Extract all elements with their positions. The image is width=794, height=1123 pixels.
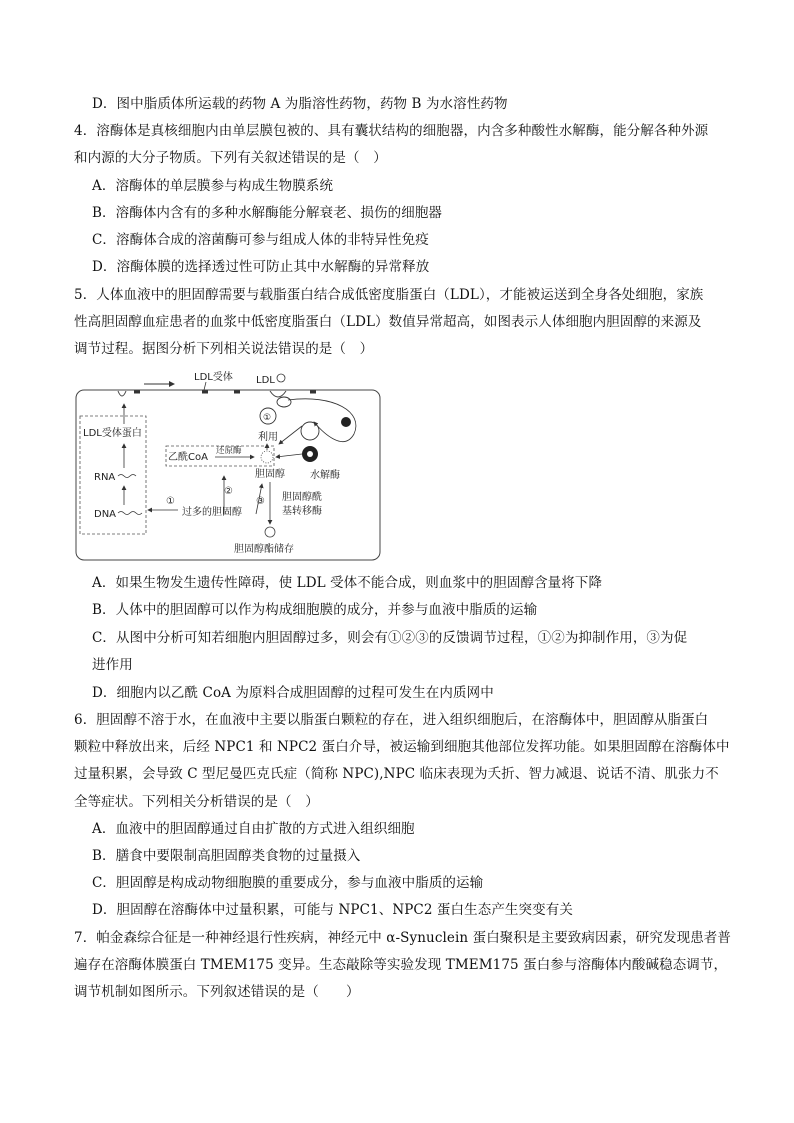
q5-option-b: B．人体中的胆固醇可以作为构成细胞膜的成分，并参与血液中脂质的运输 bbox=[92, 602, 538, 618]
acetyl-coa-label: 乙酰CoA bbox=[168, 452, 208, 463]
q4-stem-line-2: 和内源的大分子物质。下列有关叙述错误的是（ ） bbox=[74, 150, 387, 166]
q4-option-c: C．溶酶体合成的溶菌酶可参与组成人体的非特异性免疫 bbox=[92, 232, 429, 248]
ldl-label: LDL bbox=[256, 375, 275, 386]
ester-droplet bbox=[265, 527, 275, 537]
q4-option-a: A．溶酶体的单层膜参与构成生物膜系统 bbox=[92, 178, 334, 194]
q5-stem-line-2: 性高胆固醇血症患者的血浆中低密度脂蛋白（LDL）数值异常超高，如图表示人体细胞内胆固醇的来源及 bbox=[74, 314, 702, 330]
ldl-receptor-label: LDL受体 bbox=[194, 372, 233, 383]
q4-option-d: D．溶酶体膜的选择透过性可防止其中水解酶的异常释放 bbox=[92, 259, 430, 275]
membrane-pit bbox=[118, 391, 126, 396]
dna-label: DNA bbox=[94, 509, 117, 520]
q6-option-b: B．膳食中要限制高胆固醇类食物的过量摄入 bbox=[92, 848, 361, 864]
q7-stem-line-1: 7．帕金森综合征是一种神经退行性疾病，神经元中 α-Synuclein 蛋白聚积是主要致病因素，研究发现患者普 bbox=[74, 930, 731, 946]
q6-stem-line-2: 颗粒中释放出来，后经 NPC1 和 NPC2 蛋白介导，被运输到细胞其他部位发挥功能。如果胆固醇在溶酶体中 bbox=[74, 739, 730, 755]
q4-stem-line-1: 4．溶酶体是真核细胞内由单层膜包被的、具有囊状结构的细胞器，内含多种酸性水解酶，能分解各种外源 bbox=[74, 123, 709, 139]
q6-option-a: A．血液中的胆固醇通过自由扩散的方式进入组织细胞 bbox=[92, 821, 415, 837]
ldl-particle bbox=[277, 374, 285, 382]
q6-option-d: D．胆固醇在溶酶体中过量积累，可能与 NPC1、NPC2 蛋白生态产生突变有关 bbox=[92, 902, 573, 918]
q5-option-a: A．如果生物发生遗传性障碍，使 LDL 受体不能合成，则血浆中的胆固醇含量将下降 bbox=[92, 575, 603, 591]
excess-cholesterol-label: 过多的胆固醇 bbox=[182, 507, 242, 518]
cholesterol-regulation-diagram bbox=[74, 364, 384, 564]
ester-storage-label: 胆固醇酯储存 bbox=[234, 544, 294, 555]
q5-option-d: D．细胞内以乙酰 CoA 为原料合成胆固醇的过程可发生在内质网中 bbox=[92, 685, 494, 701]
q6-stem-line-4: 全等症状。下列相关分析错误的是（ ） bbox=[74, 794, 319, 810]
acyltransferase-label-2: 基转移酶 bbox=[282, 506, 322, 517]
membrane-pit-2 bbox=[270, 391, 286, 397]
reductase-label: 还原酶 bbox=[216, 446, 242, 456]
acyltransferase-label-1: 胆固醇酰 bbox=[282, 492, 322, 503]
q6-stem-line-1: 6．胆固醇不溶于水，在血液中主要以脂蛋白颗粒的存在，进入组织细胞后，在溶酶体中，胆固醇从脂蛋白 bbox=[74, 712, 709, 728]
hydrolase-label: 水解酶 bbox=[310, 470, 340, 481]
cholesterol-label: 胆固醇 bbox=[255, 469, 285, 480]
vesicle-2 bbox=[277, 397, 291, 407]
rna-label: RNA bbox=[94, 472, 116, 483]
ldl-receptor-protein-label: LDL受体蛋白 bbox=[83, 428, 142, 439]
q4-option-b: B．溶酶体内含有的多种水解酶能分解衰老、损伤的细胞器 bbox=[92, 205, 443, 221]
cholesterol-dots bbox=[261, 451, 273, 463]
q6-option-c: C．胆固醇是构成动物细胞膜的重要成分，参与血液中脂质的运输 bbox=[92, 875, 484, 891]
q5-option-c-line-1: C．从图中分析可知若细胞内胆固醇过多，则会有①②③的反馈调节过程，①②为抑制作用，③为促 bbox=[92, 630, 688, 646]
svg-text:①: ① bbox=[263, 413, 272, 423]
q7-stem-line-2: 遍存在溶酶体膜蛋白 TMEM175 变异。生态敲除等实验发现 TMEM175 蛋白参与溶酶体内酸碱稳态调节， bbox=[74, 957, 728, 973]
use-label: 利用 bbox=[258, 432, 278, 443]
q6-stem-line-3: 过量积累，会导致 C 型尼曼匹克氏症（简称 NPC),NPC 临床表现为夭折、智力减退、说话不清、肌张力不 bbox=[74, 766, 719, 782]
q5-stem-line-3: 调节过程。据图分析下列相关说法错误的是（ ） bbox=[74, 341, 374, 357]
q3-option-d: D．图中脂质体所运载的药物 A 为脂溶性药物，药物 B 为水溶性药物 bbox=[92, 96, 508, 112]
svg-text:③: ③ bbox=[256, 496, 265, 507]
svg-text:①: ① bbox=[166, 496, 175, 507]
svg-text:②: ② bbox=[224, 486, 233, 497]
q5-stem-line-1: 5．人体血液中的胆固醇需要与载脂蛋白结合成低密度脂蛋白（LDL），才能被运送到全身各处细胞，家族 bbox=[74, 287, 704, 303]
q7-stem-line-3: 调节机制如图所示。下列叙述错误的是（ ） bbox=[74, 984, 360, 1000]
q5-option-c-line-2: 进作用 bbox=[92, 657, 133, 673]
